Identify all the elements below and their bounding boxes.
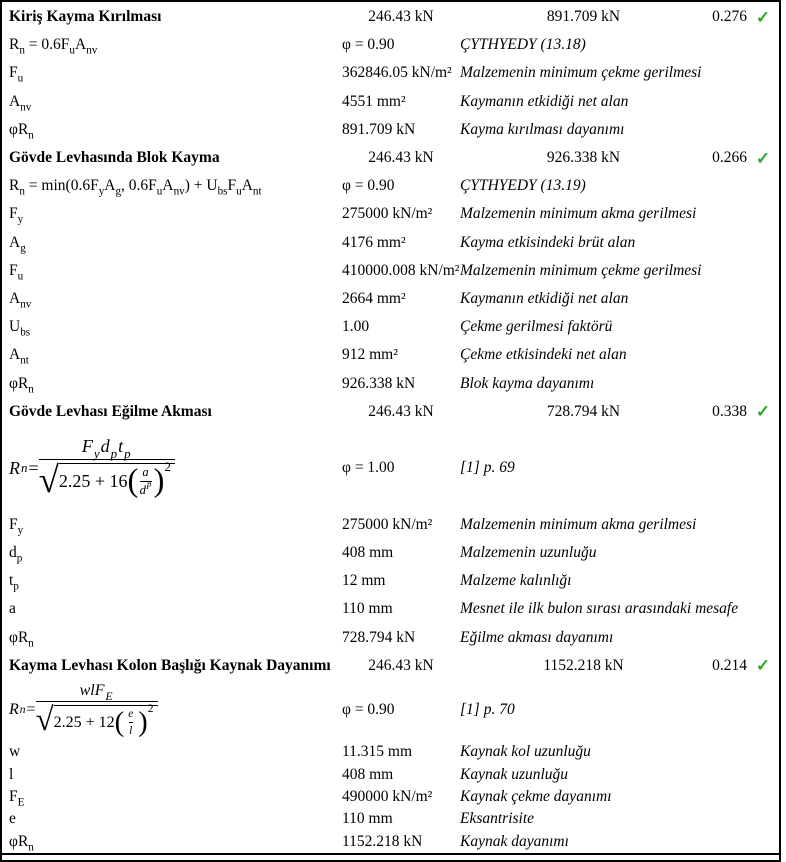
parameter-description: Kayma kırılması dayanımı (460, 120, 625, 138)
parameter-row (9, 831, 779, 853)
parameter-row (9, 624, 779, 652)
parameter-row (9, 200, 779, 228)
parameter-description: Malzemenin uzunluğu (460, 544, 597, 562)
parameter-symbol: $F_E$ (9, 787, 25, 809)
parameter-description: Kaynak kol uzunluğu (460, 743, 591, 761)
design-formula: $R_n = \min(0.6F_yA_g$, $0.6F_uA_{nv}) + U_{bs}F_uA_{nt}$ (9, 177, 262, 198)
pass-check-icon: ✓ (755, 402, 771, 422)
parameter-description: Blok kayma dayanımı (460, 374, 595, 392)
parameter-row (9, 808, 779, 830)
formula-row (9, 426, 779, 511)
parameter-row (9, 786, 779, 808)
section-title: Gövde Levhasında Blok Kayma (9, 149, 220, 167)
parameter-value: 1.00 (342, 318, 370, 336)
check-sections-container (9, 3, 779, 853)
parameter-symbol: $F_u$ (9, 64, 24, 86)
parameter-row (9, 567, 779, 595)
section-title: Gövde Levhası Eğilme Akması (9, 402, 212, 420)
parameter-symbol: w (9, 743, 21, 761)
parameter-row (9, 341, 779, 369)
parameter-row (9, 763, 779, 785)
pass-check-icon: ✓ (755, 148, 771, 168)
parameter-description: Kaymanın etkidiği net alan (460, 92, 629, 110)
parameter-value: 275000 kN/m² (342, 515, 433, 533)
design-formula: R n = wlF$_E$ √ 2.25 + 12 ( $\frac{e}{l}$ ) 2 (9, 682, 342, 739)
parameter-value: 275000 kN/m² (342, 205, 433, 223)
parameter-symbol: $\varphi R_n$ (9, 832, 34, 854)
parameter-row (9, 741, 779, 763)
parameter-symbol: $d_p$ (9, 544, 23, 565)
parameter-value: 926.338 kN (342, 374, 416, 392)
capacity-value: 926.338 kN (546, 149, 621, 167)
parameter-value: 4551 mm² (342, 92, 406, 110)
parameter-row (9, 285, 779, 313)
design-formula: R n = $F_yd_pt_p$ √ 2.25 + 16 ( a d p ) 2 (9, 437, 342, 499)
parameter-symbol: $A_{nt}$ (9, 346, 29, 368)
parameter-description: Kaymanın etkidiği net alan (460, 289, 629, 307)
demand-value: 246.43 kN (368, 149, 434, 167)
demand-value: 246.43 kN (368, 402, 434, 420)
parameter-value: 912 mm² (342, 346, 398, 364)
section-header-row (9, 652, 779, 680)
utilization-ratio: 0.214 (712, 656, 747, 674)
pass-check-icon: ✓ (755, 7, 771, 27)
section-header-row (9, 398, 779, 426)
parameter-description: Kaynak uzunluğu (460, 765, 569, 783)
parameter-symbol: e (9, 810, 16, 828)
utilization-ratio: 0.266 (712, 149, 747, 167)
parameter-symbol: $\varphi R_n$ (9, 374, 34, 396)
demand-value: 246.43 kN (368, 8, 434, 26)
section-header-row (9, 3, 779, 31)
check-section (9, 398, 779, 652)
parameter-description: Eğilme akması dayanımı (460, 628, 614, 646)
bottom-divider (2, 853, 779, 855)
parameter-row (9, 88, 779, 116)
formula-row (9, 680, 779, 741)
check-section (9, 144, 779, 398)
code-reference: ÇYTHYEDY (13.18) (460, 36, 586, 54)
parameter-symbol: $F_u$ (9, 261, 24, 283)
parameter-symbol: $A_{nv}$ (9, 92, 32, 114)
parameter-value: 410000.008 kN/m² (342, 261, 460, 279)
parameter-description: Kaynak çekme dayanımı (460, 787, 612, 805)
parameter-row (9, 369, 779, 397)
parameter-value: 891.709 kN (342, 120, 416, 138)
parameter-row (9, 229, 779, 257)
section-title: Kayma Levhası Kolon Başlığı Kaynak Dayanımı (9, 656, 331, 674)
parameter-description: Malzemenin minimum akma gerilmesi (460, 205, 697, 223)
parameter-value: 110 mm (342, 600, 393, 618)
parameter-row (9, 116, 779, 144)
parameter-row (9, 511, 779, 539)
check-section (9, 3, 779, 144)
parameter-symbol: $U_{bs}$ (9, 318, 31, 339)
parameter-description: Malzeme kalınlığı (460, 572, 572, 590)
utilization-ratio: 0.276 (712, 8, 747, 26)
parameter-symbol: a (9, 600, 16, 618)
parameter-row (9, 59, 779, 87)
parameter-symbol: $F_y$ (9, 205, 24, 227)
parameter-value: 2664 mm² (342, 289, 406, 307)
parameter-description: Kayma etkisindeki brüt alan (460, 233, 636, 251)
capacity-value: 1152.218 kN (543, 656, 624, 674)
parameter-symbol: $F_y$ (9, 515, 24, 537)
code-reference: [1] p. 70 (460, 701, 515, 719)
formula-row (9, 172, 779, 200)
parameter-description: Malzemenin minimum akma gerilmesi (460, 515, 697, 533)
check-section (9, 652, 779, 853)
parameter-symbol: $\varphi R_n$ (9, 628, 34, 650)
parameter-value: 4176 mm² (342, 233, 406, 251)
parameter-description: Kaynak dayanımı (460, 832, 569, 850)
parameter-description: Mesnet ile ilk bulon sırası arasındaki mesafe (460, 600, 739, 618)
parameter-value: 408 mm (342, 765, 394, 783)
parameter-value: 12 mm (342, 572, 386, 590)
parameter-value: 11.315 mm (342, 743, 413, 761)
parameter-row (9, 539, 779, 567)
parameter-value: 490000 kN/m² (342, 787, 433, 805)
phi-factor: φ = 0.90 (342, 36, 395, 54)
phi-factor: φ = 0.90 (342, 177, 395, 195)
demand-value: 246.43 kN (368, 656, 434, 674)
phi-factor: φ = 0.90 (342, 701, 395, 719)
parameter-symbol: $t_p$ (9, 572, 19, 593)
capacity-value: 891.709 kN (546, 8, 621, 26)
section-title: Kiriş Kayma Kırılması (9, 8, 162, 26)
capacity-value: 728.794 kN (546, 402, 621, 420)
parameter-symbol: $A_g$ (9, 233, 26, 255)
parameter-value: 362846.05 kN/m² (342, 64, 452, 82)
formula-row (9, 31, 779, 59)
parameter-row (9, 595, 779, 623)
parameter-description: Çekme gerilmesi faktörü (460, 318, 613, 336)
parameter-description: Çekme etkisindeki net alan (460, 346, 627, 364)
parameter-value: 408 mm (342, 544, 394, 562)
parameter-value: 728.794 kN (342, 628, 416, 646)
utilization-ratio: 0.338 (712, 402, 747, 420)
section-header-row (9, 144, 779, 172)
parameter-description: Eksantrisite (460, 810, 535, 828)
parameter-row (9, 313, 779, 341)
parameter-value: 1152.218 kN (342, 832, 423, 850)
design-formula: $R_n = 0.6F_uA_{nv}$ (9, 36, 98, 57)
code-reference: [1] p. 69 (460, 459, 515, 477)
parameter-symbol: $\varphi R_n$ (9, 120, 34, 142)
phi-factor: φ = 1.00 (342, 459, 395, 477)
parameter-row (9, 257, 779, 285)
parameter-description: Malzemenin minimum çekme gerilmesi (460, 261, 702, 279)
code-reference: ÇYTHYEDY (13.19) (460, 177, 586, 195)
parameter-value: 110 mm (342, 810, 393, 828)
parameter-symbol: $A_{nv}$ (9, 289, 32, 311)
pass-check-icon: ✓ (755, 656, 771, 676)
parameter-description: Malzemenin minimum çekme gerilmesi (460, 64, 702, 82)
parameter-symbol: l (9, 765, 14, 783)
